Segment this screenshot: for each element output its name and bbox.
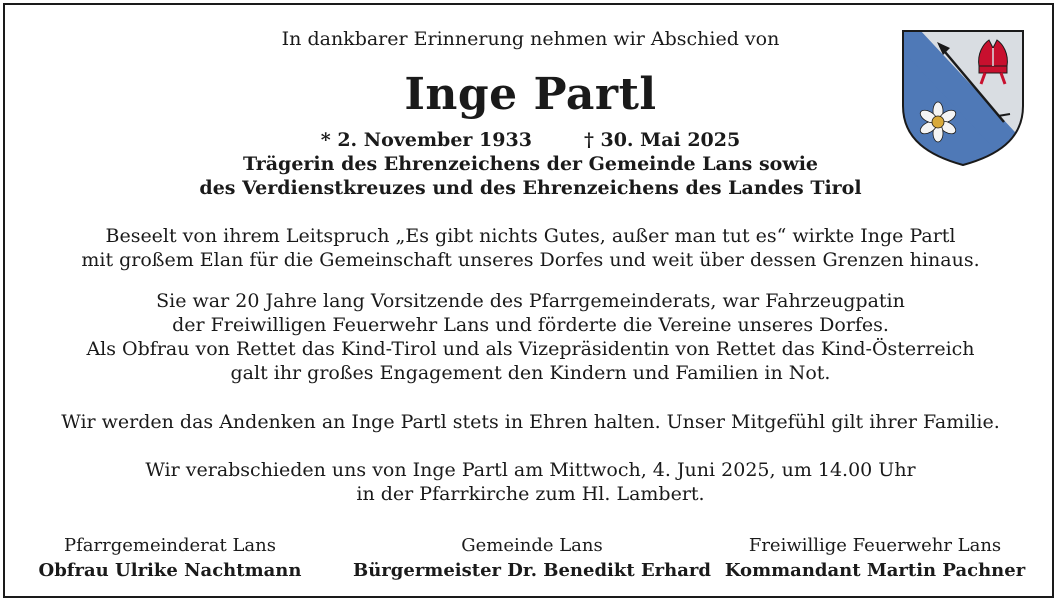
paragraph-line: Beseelt von ihrem Leitspruch „Es gibt nichts Gutes, außer man tut es“ wirkte Inge Partl [105,225,956,247]
paragraph-remembrance [0,410,1061,434]
paragraph-line: Sie war 20 Jahre lang Vorsitzende des Pfarrgemeinderats, war Fahrzeugpatin [156,290,905,312]
signature-person: Kommandant Martin Pachner [724,560,1026,581]
signature-parish-council [20,533,320,583]
paragraph-line: Als Obfrau von Rettet das Kind-Tirol und als Vizepräsidentin von Rettet das Kind-Österreich [86,338,975,360]
honors [0,152,1061,200]
birth-date: * 2. November 1933 [320,129,532,151]
signature-organization: Freiwillige Feuerwehr Lans [748,535,1002,556]
death-date: † 30. Mai 2025 [583,129,741,151]
honors-line: des Verdienstkreuzes und des Ehrenzeichens des Landes Tirol [199,177,862,199]
paragraph-line: galt ihr großes Engagement den Kindern und Familien in Not. [230,362,831,384]
paragraph-line: der Freiwilligen Feuerwehr Lans und förderte die Vereine unseres Dorfes. [172,314,889,336]
paragraph-line: mit großem Elan für die Gemeinschaft unseres Dorfes und weit über dessen Grenzen hinaus. [81,249,980,271]
life-dates [0,128,1061,152]
signature-person: Obfrau Ulrike Nachtmann [38,560,302,581]
paragraph-funeral [0,458,1061,506]
paragraph-engagement [0,289,1061,385]
signature-fire-brigade [720,533,1030,583]
signature-organization: Gemeinde Lans [461,535,603,556]
paragraph-line: in der Pfarrkirche zum Hl. Lambert. [356,483,705,505]
signature-person: Bürgermeister Dr. Benedikt Erhard [353,560,711,581]
paragraph-line: Wir werden das Andenken an Inge Partl stets in Ehren halten. Unser Mitgefühl gilt ihrer Familie. [61,411,1000,433]
honors-line: Trägerin des Ehrenzeichens der Gemeinde Lans sowie [242,153,819,175]
paragraph-line: Wir verabschieden uns von Inge Partl am Mittwoch, 4. Juni 2025, um 14.00 Uhr [145,459,916,481]
signature-municipality [352,533,712,583]
paragraph-motto [0,224,1061,272]
deceased-name: Inge Partl [404,69,657,120]
signature-organization: Pfarrgemeinderat Lans [64,535,276,556]
intro-line: In dankbarer Erinnerung nehmen wir Abschied von [281,28,780,50]
